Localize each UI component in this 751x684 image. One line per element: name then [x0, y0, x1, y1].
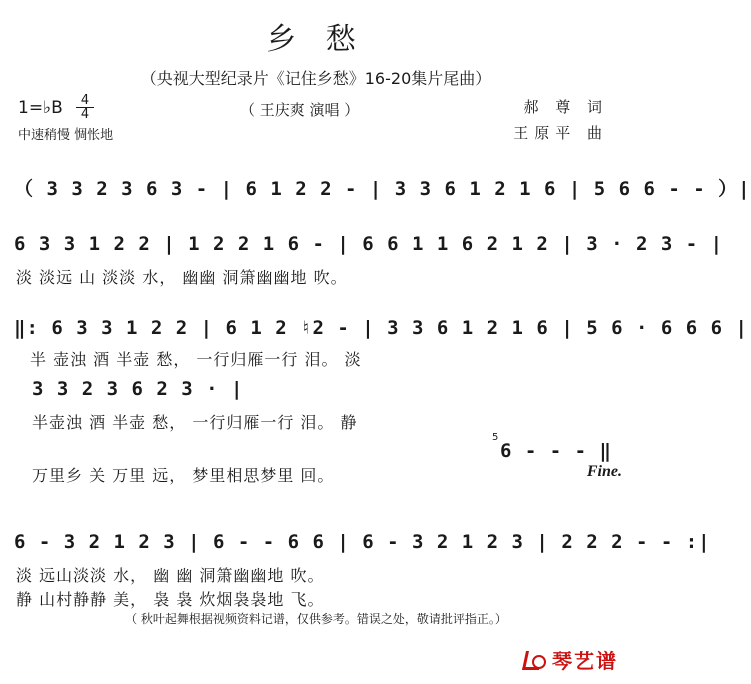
tempo-marking: 中速稍慢 惆怅地 [18, 128, 114, 143]
time-signature [76, 94, 94, 121]
qinyipu-logo-icon [522, 649, 548, 671]
key-signature: 1=♭B [18, 98, 63, 118]
lyricist-credit: 郝 尊 词 [523, 98, 608, 116]
watermark-logo [522, 645, 618, 674]
singer-credit: （ 王庆爽 演唱 ） [240, 101, 360, 119]
lyric-line-4-1: 半壶浊 酒 半壶 愁， 一行归雁一行 泪。 静 [32, 413, 358, 432]
score-line-1: （ 3 3 2 3 6 3 - | 6 1 2 2 - | 3 3 6 1 2 1 6 | 5 6 6 - - ）| [14, 178, 751, 200]
score-line-3: ‖: 6 3 3 1 2 2 | 6 1 2 ♮2 - | 3 3 6 1 2 1 6 | 5 6 · 6 6 6 | [14, 317, 748, 339]
transcription-note: （ 秋叶起舞根据视频资料记谱，仅供参考。错误之处，敬请批评指正。） [125, 612, 507, 626]
lyric-line-5-1: 淡 远山淡淡 水， 幽 幽 洞箫幽幽地 吹。 [16, 566, 325, 585]
coda-notes: 6 - - - ‖ [500, 440, 612, 462]
lyric-line-3-1: 半 壶浊 酒 半壶 愁， 一行归雁一行 泪。 淡 [30, 350, 362, 369]
lyric-line-4-2: 万里乡 关 万里 远， 梦里相思梦里 回。 [32, 466, 335, 485]
fine-marking: Fine. [586, 463, 622, 480]
score-line-5: 6 - 3 2 1 2 3 | 6 - - 6 6 | 6 - 3 2 1 2 3 | 2 2 2 - - :| [14, 531, 711, 553]
meter-top: 4 [80, 93, 90, 108]
watermark-text: 琴艺谱 [552, 649, 618, 673]
score-line-2: 6 3 3 1 2 2 | 1 2 2 1 6 - | 6 6 1 1 6 2 1 2 | 3 · 2 3 - | [14, 233, 724, 255]
composer-credit: 王原平 曲 [513, 124, 608, 142]
score-line-4: 3 3 2 3 6 2 3 · | [32, 378, 244, 400]
lyric-line-5-2: 静 山村静静 美， 袅 袅 炊烟袅袅地 飞。 [16, 590, 325, 609]
song-subtitle: （央视大型纪录片《记住乡愁》16-20集片尾曲） [140, 69, 492, 88]
lyric-line-2-1: 淡 淡远 山 淡淡 水， 幽幽 洞箫幽幽地 吹。 [16, 268, 348, 287]
song-title: 乡 愁 [266, 22, 366, 57]
coda-note-mark: 5 [492, 432, 499, 443]
meter-bottom: 4 [80, 107, 90, 122]
